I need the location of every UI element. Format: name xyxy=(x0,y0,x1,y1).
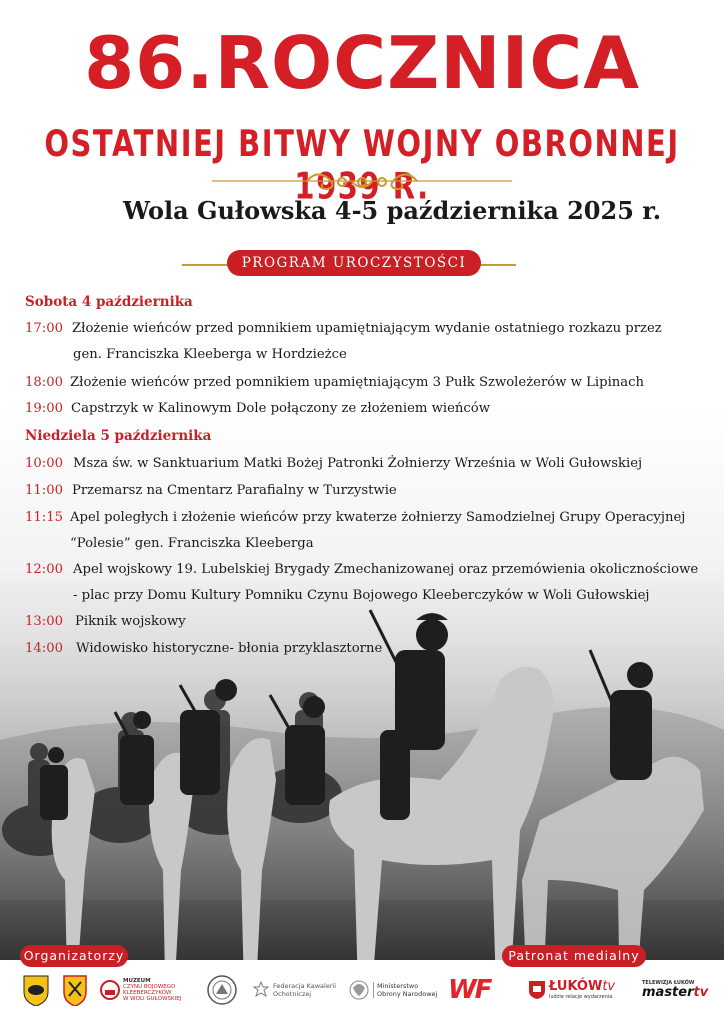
master-name: master xyxy=(642,985,694,1000)
anniversary-title: 86.ROCZNICA xyxy=(84,21,640,105)
wf-logo-text: WF xyxy=(448,975,491,1005)
round-seal-icon xyxy=(206,972,238,1008)
item-time: 10:00 xyxy=(25,456,64,471)
lukow-tv-logo xyxy=(528,972,615,1008)
ministry-name: Obrony Narodowej xyxy=(377,990,438,998)
gmina-crest-icon xyxy=(62,972,88,1008)
lukow-name: ŁUKÓW xyxy=(549,979,603,994)
item-description: Piknik wojskowy xyxy=(75,614,186,629)
battle-subtitle: OSTATNIEJ BITWY WOJNY OBRONNEJ 1939 R. xyxy=(44,122,680,207)
item-time: 17:00 xyxy=(25,321,64,336)
museum-emblem-icon xyxy=(100,979,120,1001)
item-time: 14:00 xyxy=(25,641,64,656)
item-description: - plac przy Domu Kultury Pomniku Czynu Bojowego Kleeberczyków w Woli Gułowskiej xyxy=(73,588,650,603)
cross-emblem-icon xyxy=(253,981,269,999)
master-tv-suffix: tv xyxy=(693,985,709,1000)
federation-name: Ochotniczej xyxy=(273,990,312,998)
museum-name: W WOLI GUŁOWSKIEJ xyxy=(123,996,182,1002)
item-description: Capstrzyk w Kalinowym Dole połączony ze złożeniem wieńców xyxy=(71,401,490,416)
item-time: 19:00 xyxy=(25,401,64,416)
gold-ornament-divider xyxy=(212,168,512,194)
item-time: 11:15 xyxy=(25,510,64,525)
item-description: Złożenie wieńców przed pomnikiem upamiętniającym 3 Pułk Szwoleżerów w Lipinach xyxy=(70,375,645,390)
item-time: 11:00 xyxy=(25,483,64,498)
organizers-label: Organizatorzy xyxy=(20,945,128,967)
day-title: Sobota 4 października xyxy=(25,294,193,310)
day-title: Niedziela 5 października xyxy=(25,428,212,444)
master-tv-logo xyxy=(642,972,708,1008)
museum-name: KLEEBERCZYKÓW xyxy=(123,990,172,996)
museum-name: MUZEUM xyxy=(123,978,151,984)
eagle-icon xyxy=(349,978,369,1002)
ministry-logo xyxy=(349,972,437,1008)
item-description: Widowisko historyczne- błonia przyklasztorne xyxy=(76,641,383,656)
wf-logo xyxy=(448,972,490,1008)
program-line-right xyxy=(476,264,516,266)
item-time: 18:00 xyxy=(25,375,64,390)
item-description: “Polesie” gen. Franciszka Kleeberga xyxy=(70,536,314,551)
lukow-tagline: ludzie relacje wydarzenia xyxy=(549,994,613,1000)
item-description: Apel wojskowy 19. Lubelskiej Brygady Zmechanizowanej oraz przemówienia okolicznościowe xyxy=(73,562,699,577)
federation-name: Federacja Kawalerii xyxy=(273,982,337,990)
item-time: 12:00 xyxy=(25,562,64,577)
museum-logo xyxy=(100,972,181,1008)
item-description: Msza św. w Sanktuarium Matki Bożej Patronki Żołnierzy Września w Woli Gułowskiej xyxy=(73,456,643,471)
ministry-name: Ministerstwo xyxy=(377,982,419,990)
place-and-date: Wola Gułowska 4-5 października 2025 r. xyxy=(122,196,662,225)
item-description: Złożenie wieńców przed pomnikiem upamiętniającym wydanie ostatniego rozkazu przez xyxy=(72,321,662,336)
cavalry-federation-logo xyxy=(253,972,336,1008)
master-tv-caption: TELEWIZJA ŁUKÓW xyxy=(642,980,695,986)
item-description: gen. Franciszka Kleeberga w Hordzieżce xyxy=(73,347,347,362)
item-description: Apel poległych i złożenie wieńców przy kwaterze żołnierzy Samodzielnej Grupy Operacyjnej xyxy=(70,510,686,525)
lukow-shield-icon xyxy=(528,980,546,1000)
bear-crest-icon xyxy=(22,972,50,1008)
program-label: PROGRAM UROCZYSTOŚCI xyxy=(227,250,481,276)
media-patronage-label: Patronat medialny xyxy=(502,945,646,967)
item-time: 13:00 xyxy=(25,614,64,629)
lukow-tv-suffix: tv xyxy=(602,979,616,994)
program-line-left xyxy=(182,264,232,266)
item-description: Przemarsz na Cmentarz Parafialny w Turzystwie xyxy=(72,483,397,498)
museum-name: CZYNU BOJOWEGO xyxy=(123,984,176,990)
